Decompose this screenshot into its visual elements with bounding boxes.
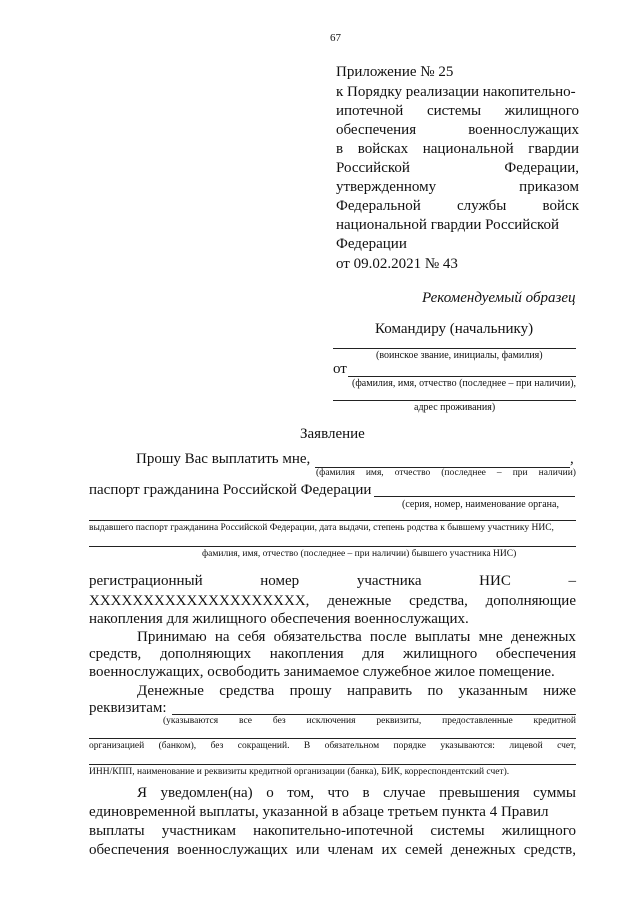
- requisites-field-line[interactable]: [172, 714, 576, 715]
- comma: ,: [570, 451, 574, 467]
- header-line: Федеральной службы войск: [336, 198, 579, 214]
- requisites-field-line[interactable]: [89, 764, 576, 765]
- passport-field-line[interactable]: [374, 496, 575, 497]
- sender-field-line[interactable]: [348, 376, 576, 377]
- paragraph-line: Принимаю на себя обязательства после выплаты мне денежных: [137, 629, 576, 645]
- header-line: к Порядку реализации накопительно-: [336, 84, 576, 100]
- paragraph-line: средств, дополняющих накопления для жилищного обеспечения: [89, 646, 576, 662]
- header-line: обеспечения военнослужащих: [336, 122, 579, 138]
- header-line: ипотечной системы жилищного: [336, 103, 579, 119]
- request-text: Прошу Вас выплатить мне,: [136, 451, 311, 467]
- fio-hint: (фамилия имя, отчество (последнее – при наличии): [316, 468, 576, 478]
- former-participant-line[interactable]: [89, 546, 576, 547]
- addressee-title: Командиру (начальнику): [375, 321, 534, 337]
- former-participant-hint: фамилия, имя, отчество (последнее – при наличии) бывшего участника НИС): [202, 549, 517, 559]
- paragraph-line: ХХХХХХХХХХХХХХХХХХХХ, денежные средства, дополняющие: [89, 593, 576, 609]
- header-line: Федерации: [336, 236, 407, 252]
- header-line: утвержденному приказом: [336, 179, 579, 195]
- paragraph-line: регистрационный номер участника НИС –: [89, 573, 576, 589]
- appendix-number: Приложение № 25: [336, 64, 454, 80]
- passport-hint: (серия, номер, наименование органа,: [402, 499, 559, 510]
- sender-hint: (фамилия, имя, отчество (последнее – при наличии),: [352, 378, 577, 389]
- requisites-label: реквизитам:: [89, 700, 167, 716]
- paragraph-line: выплаты участникам накопительно-ипотечной системы жилищного: [89, 823, 576, 839]
- page-number: 67: [330, 32, 341, 44]
- passport-issuer-line[interactable]: [89, 520, 576, 521]
- requisites-hint: ИНН/КПП, наименование и реквизиты кредитной организации (банка), БИК, корреспондентский счет).: [89, 767, 510, 777]
- requisites-field-line[interactable]: [89, 738, 576, 739]
- address-field-line[interactable]: [333, 400, 576, 401]
- recommended-sample-label: Рекомендуемый образец: [422, 290, 576, 306]
- header-line: национальной гвардии Российской: [336, 217, 560, 233]
- paragraph-line: военнослужащих, освободить занимаемое служебное жилое помещение.: [89, 664, 555, 680]
- requisites-hint: (указываются все без исключения реквизиты, предоставленные кредитной: [163, 716, 576, 726]
- paragraph-line: единовременной выплаты, указанной в абзаце третьем пункта 4 Правил: [89, 804, 549, 820]
- paragraph-line: Денежные средства прошу направить по указанным ниже: [137, 683, 576, 699]
- issuer-hint: выдавшего паспорт гражданина Российской Федерации, дата выдачи, степень родства к бывшему участнику НИС,: [89, 523, 554, 533]
- rank-field-line[interactable]: [333, 348, 576, 349]
- document-title: Заявление: [300, 426, 365, 442]
- order-date: от 09.02.2021 № 43: [336, 256, 458, 272]
- from-label: от: [333, 361, 347, 377]
- paragraph-line: накопления для жилищного обеспечения военнослужащих.: [89, 611, 469, 627]
- requisites-hint: организацией (банком), без сокращений. В обязательном порядке указываются: лицевой счет,: [89, 741, 576, 751]
- rank-hint: (воинское звание, инициалы, фамилия): [376, 350, 543, 361]
- address-hint: адрес проживания): [414, 402, 496, 413]
- paragraph-line: Я уведомлен(на) о том, что в случае превышения суммы: [137, 785, 576, 801]
- paragraph-line: обеспечения военнослужащих или членам их семей денежных средств,: [89, 842, 576, 858]
- passport-label: паспорт гражданина Российской Федерации: [89, 482, 372, 498]
- header-line: Российской Федерации,: [336, 160, 579, 176]
- header-line: в войсках национальной гвардии: [336, 141, 579, 157]
